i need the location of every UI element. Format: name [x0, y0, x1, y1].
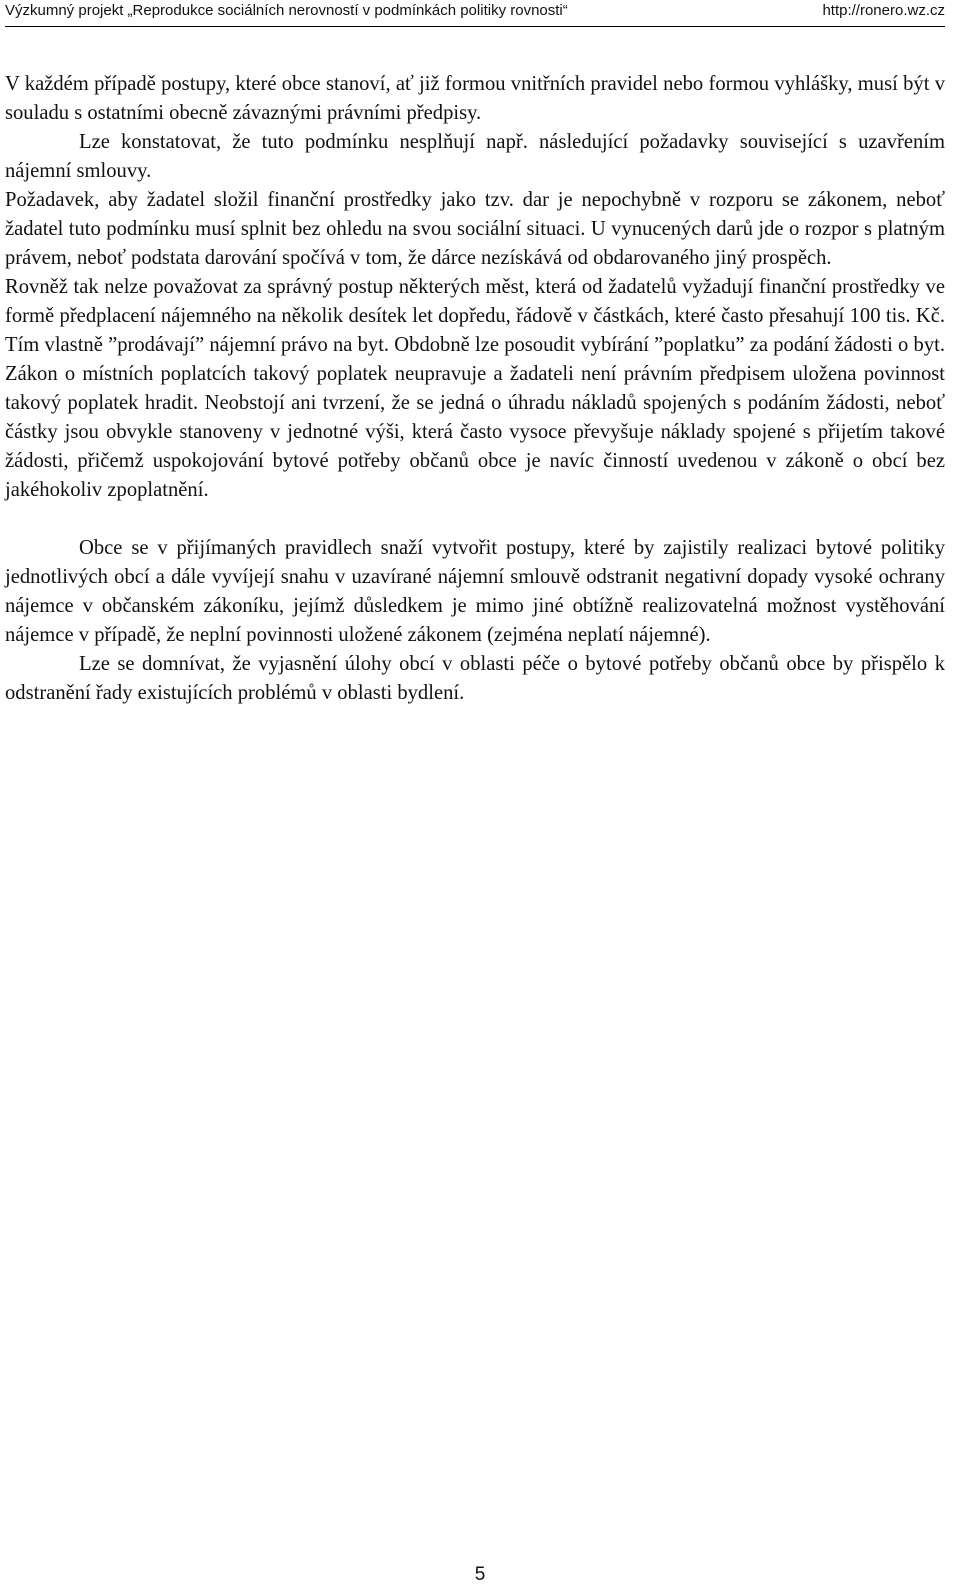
header-url: http://ronero.wz.cz [822, 2, 945, 19]
paragraph-5: Obce se v přijímaných pravidlech snaží vytvořit postupy, které by zajistily realizaci bytové politiky jednotlivých obcí a dále vyvíjejí snahu v uzavírané nájemní smlouvě odstranit negativní dopady vysoké ochrany nájemce v občanském zákoníku, jejímž důsledkem je mimo jiné obtížně realizovatelná možnost vystěhování nájemce v případě, že neplní povinnosti uložené zákonem (zejména neplatí nájemné). [5, 537, 945, 646]
paragraph-3: Požadavek, aby žadatel složil finanční prostředky jako tzv. dar je nepochybně v rozporu se zákonem, neboť žadatel tuto podmínku musí splnit bez ohledu na svou sociální situaci. U vynucených darů jde o rozpor s platným právem, neboť podstata darování spočívá v tom, že dárce nezískává od obdarovaného jiný prospěch. [5, 189, 945, 269]
paragraph-2: Lze konstatovat, že tuto podmínku nesplňují např. následující požadavky související s uzavřením nájemní smlouvy. [5, 131, 945, 182]
document-body [5, 70, 945, 708]
paragraph-1: V každém případě postupy, které obce stanoví, ať již formou vnitřních pravidel nebo formou vyhlášky, musí být v souladu s ostatními obecně závaznými právními předpisy. [5, 73, 945, 124]
paragraph-4: Rovněž tak nelze považovat za správný postup některých měst, která od žadatelů vyžadují finanční prostředky ve formě předplacení nájemného na několik desítek let dopředu, řádově v částkách, které často přesahují 100 tis. Kč. Tím vlastně ”prodávají” nájemní právo na byt. Obdobně lze posoudit vybírání ”poplatku” za podání žádosti o byt. Zákon o místních poplatcích takový poplatek neupravuje a žadateli není právním předpisem uložena povinnost takový poplatek hradit. Neobstojí ani tvrzení, že se jedná o úhradu nákladů spojených s podáním žádosti, neboť částky jsou obvykle stanoveny v jednotné výši, která často vysoce převyšuje náklady spojené s přijetím takové žádosti, přičemž uspokojování bytové potřeby občanů obce je navíc činností uvedenou v zákoně o obcí bez jakéhokoliv zpoplatnění. [5, 276, 945, 501]
header-title: Výzkumný projekt „Reprodukce sociálních nerovností v podmínkách politiky rovnosti“ [5, 2, 568, 19]
paragraph-6: Lze se domnívat, že vyjasnění úlohy obcí v oblasti péče o bytové potřeby občanů obce by přispělo k odstranění řady existujících problémů v oblasti bydlení. [5, 653, 945, 704]
page-header [5, 0, 945, 27]
page-number: 5 [474, 1564, 486, 1585]
